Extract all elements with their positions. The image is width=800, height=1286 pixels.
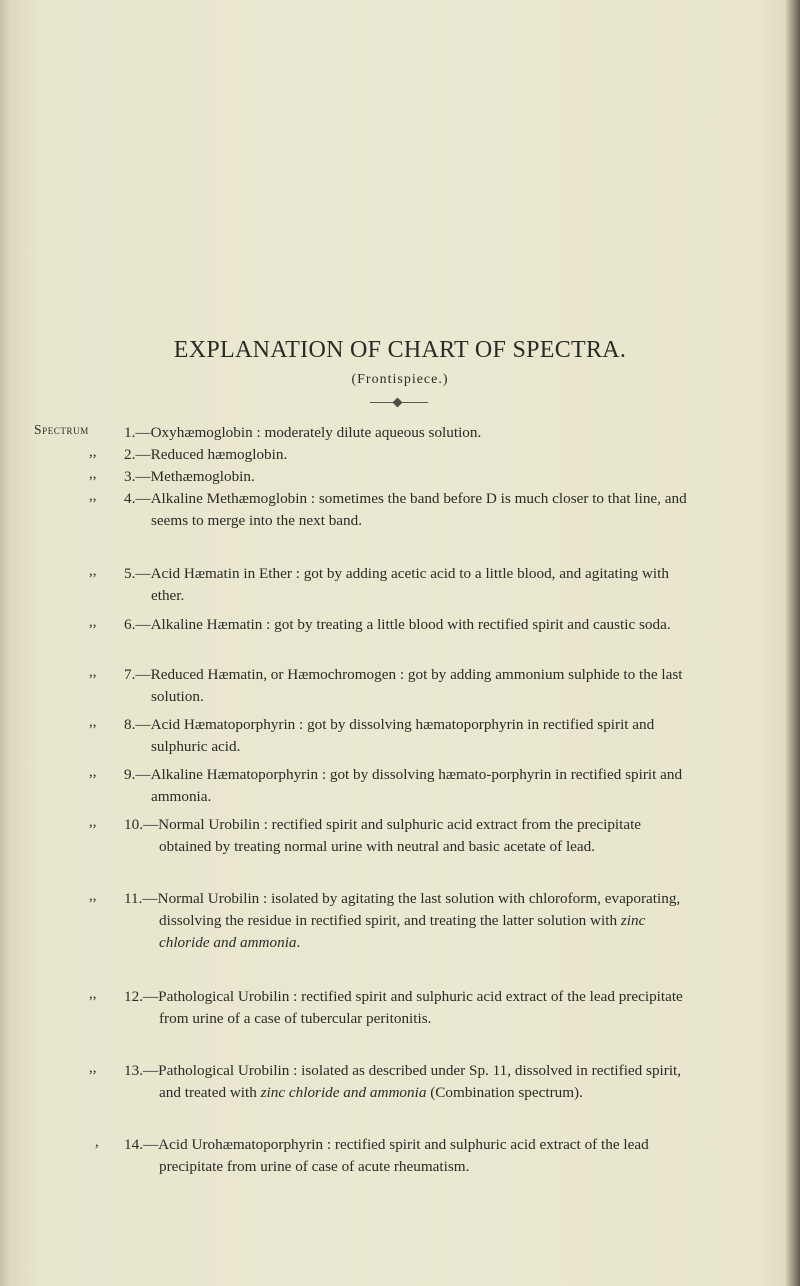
entry-body: —Methæmoglobin. xyxy=(135,468,255,485)
entry-number: 5. xyxy=(124,565,136,582)
entry-body-italic: zinc chloride and ammonia xyxy=(260,1084,427,1101)
entry-text xyxy=(124,714,692,758)
entry-body: —Oxyhæmoglobin : moderately dilute aqueous solution. xyxy=(135,424,482,441)
entry-number: 3. xyxy=(124,468,136,485)
entry-text xyxy=(124,814,692,858)
entry-number: 7. xyxy=(124,666,136,683)
entry-number: 2. xyxy=(124,446,136,463)
entry-number: 13. xyxy=(124,1062,143,1079)
entry-body: —Alkaline Hæmatin : got by treating a little blood with rectified spirit and caustic soda. xyxy=(135,616,671,633)
ditto-mark: ,, xyxy=(89,814,97,830)
entry-text xyxy=(124,764,692,808)
entry-number: 6. xyxy=(124,616,136,633)
ditto-mark: , xyxy=(95,1134,99,1150)
ornamental-rule-diamond xyxy=(393,398,403,408)
entry-body: —Acid Hæmatoporphyrin : got by dissolving hæmatoporphyrin in rectified spirit and sulphuric acid. xyxy=(135,716,655,755)
entry-number: 11. xyxy=(124,890,143,907)
entry-text xyxy=(124,563,692,607)
entry-body: —Reduced Hæmatin, or Hæmochromogen : got by adding ammonium sulphide to the last solution. xyxy=(135,666,683,705)
entry-number: 12. xyxy=(124,988,143,1005)
ditto-mark: ,, xyxy=(89,488,97,504)
entry-text xyxy=(124,614,692,636)
entry-number: 9. xyxy=(124,766,136,783)
ditto-mark: ,, xyxy=(89,444,97,460)
entry-body: —Pathological Urobilin : isolated as described under Sp. 11, dissolved in rectified spirit, and treated with xyxy=(142,1062,682,1101)
entry-number: 4. xyxy=(124,490,136,507)
entry-number: 1. xyxy=(124,424,136,441)
entry-text xyxy=(124,1060,692,1104)
ditto-mark: ,, xyxy=(89,563,97,579)
book-gutter-shadow xyxy=(0,0,10,1286)
entry-text xyxy=(124,1134,692,1178)
ditto-mark: ,, xyxy=(89,664,97,680)
entry-body: —Acid Hæmatin in Ether : got by adding acetic acid to a little blood, and agitating with ether. xyxy=(135,565,669,604)
entry-text xyxy=(124,466,692,488)
ditto-mark: ,, xyxy=(89,614,97,630)
entry-body: —Pathological Urobilin : rectified spirit and sulphuric acid extract of the lead precipitate from urine of a case of tubercular peritonitis. xyxy=(142,988,683,1027)
entry-text xyxy=(124,422,692,444)
ditto-mark: ,, xyxy=(89,986,97,1002)
ditto-mark: ,, xyxy=(89,466,97,482)
entry-body: —Normal Urobilin : rectified spirit and sulphuric acid extract from the precipitate obtained by treating normal urine with neutral and basic acetate of lead. xyxy=(142,816,642,855)
entry-number: 14. xyxy=(124,1136,143,1153)
ditto-mark: ,, xyxy=(89,888,97,904)
entry-body: —Alkaline Hæmatoporphyrin : got by dissolving hæmato-porphyrin in rectified spirit and ammonia. xyxy=(135,766,683,805)
page-title: EXPLANATION OF CHART OF SPECTRA. xyxy=(173,337,627,363)
entry-text xyxy=(124,986,692,1030)
entry-body-end: (Combination spectrum). xyxy=(426,1084,583,1101)
entry-text xyxy=(124,488,692,532)
entry-body: —Normal Urobilin : isolated by agitating the last solution with chloroform, evaporating, dissolving the residue in rectified spirit, and treating the latter solution with xyxy=(142,890,681,929)
entry-body: —Alkaline Methæmoglobin : sometimes the band before D is much closer to that line, and seems to merge into the next band. xyxy=(135,490,687,529)
entry-body-end: . xyxy=(296,934,301,951)
ditto-mark: ,, xyxy=(89,764,97,780)
entry-number: 10. xyxy=(124,816,143,833)
ditto-mark: ,, xyxy=(89,714,97,730)
entry-text xyxy=(124,444,692,466)
entry-text xyxy=(124,664,692,708)
spectrum-label: Spectrum xyxy=(34,422,89,437)
ditto-mark: ,, xyxy=(89,1060,97,1076)
entry-body: —Acid Urohæmatoporphyrin : rectified spirit and sulphuric acid extract of the lead precipitate from urine of case of acute rheumatism. xyxy=(142,1136,649,1175)
entry-text xyxy=(124,888,692,954)
page-edge-shadow xyxy=(786,0,800,1286)
page-subtitle: (Frontispiece.) xyxy=(351,372,449,387)
entry-number: 8. xyxy=(124,716,136,733)
entry-body: —Reduced hæmoglobin. xyxy=(135,446,288,463)
entry-body-italic: zinc chloride and ammonia xyxy=(159,912,646,951)
